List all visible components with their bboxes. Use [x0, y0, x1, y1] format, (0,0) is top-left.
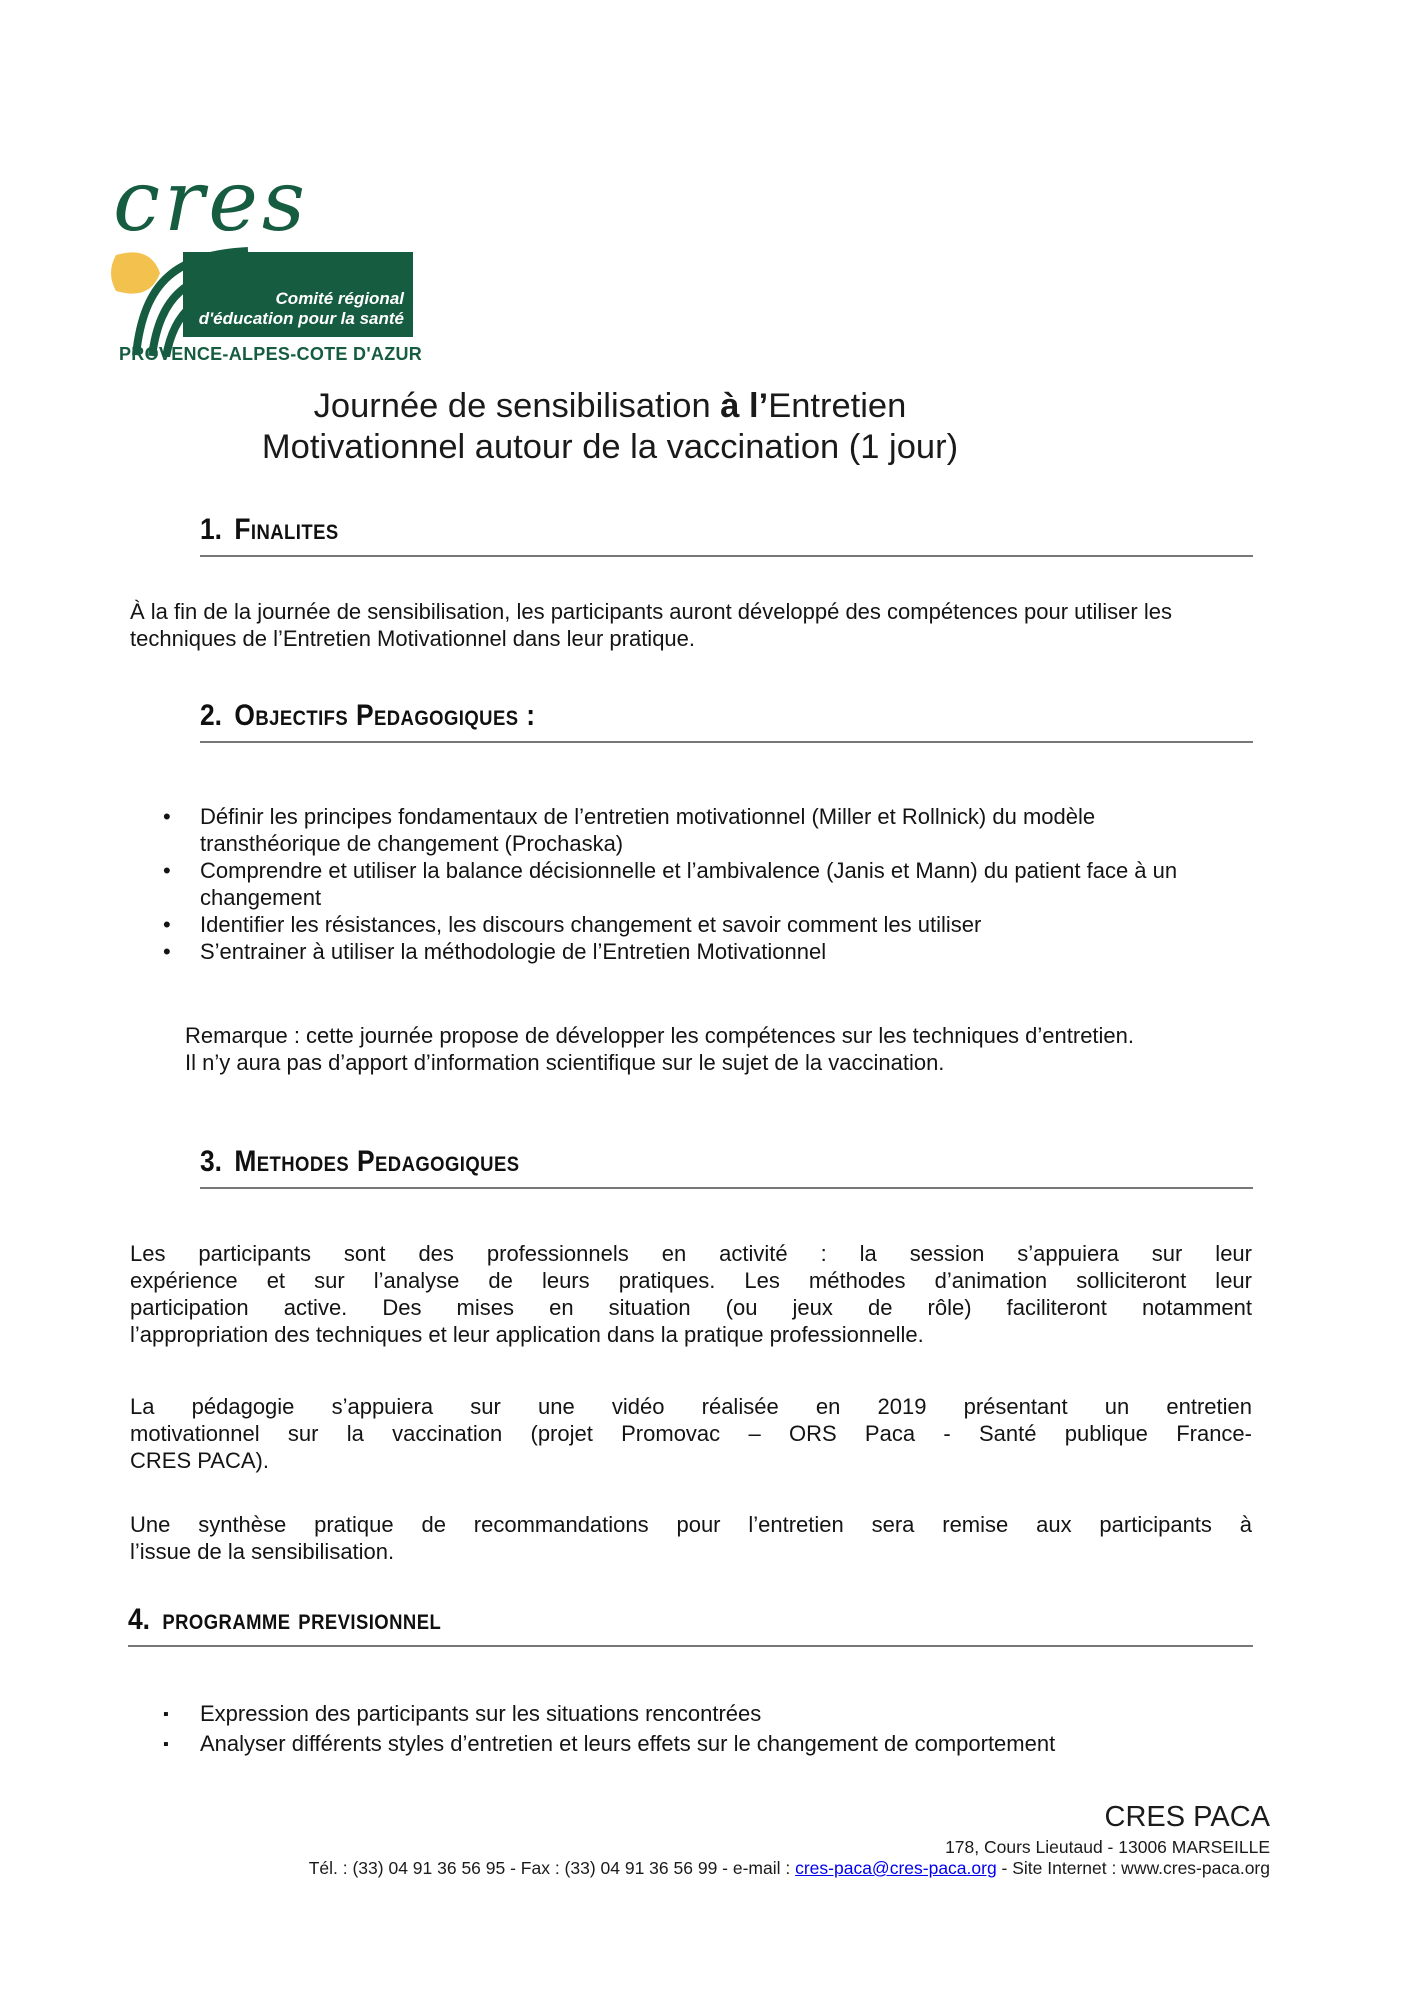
list-item-text: Expression des participants sur les situations rencontrées — [200, 1701, 762, 1726]
section-heading-objectifs — [200, 698, 1253, 743]
section-number: 2. — [200, 699, 223, 732]
square-bullet-icon — [163, 1700, 200, 1730]
title-part-regular: Journée de sensibilisation — [313, 387, 721, 425]
list-item-text: Définir les principes fondamentaux de l’entretien motivationnel (Miller et Rollnick) du modèle transthéorique de changement (Prochaska) — [200, 804, 1096, 856]
page-title — [180, 386, 1040, 468]
section-number: 3. — [200, 1145, 223, 1178]
list-item — [163, 1700, 1100, 1730]
footer-contact-suffix: - Site Internet : www.cres-paca.org — [996, 1858, 1270, 1878]
paragraph-line: expérience et sur l’analyse de leurs pratiques. Les méthodes d’animation solliciteront leur — [130, 1268, 1252, 1293]
title-part-bold: à l’ — [720, 387, 769, 425]
logo-region-label: PROVENCE-ALPES-COTE D'AZUR — [119, 344, 423, 364]
methodes-paragraph-1 — [130, 1240, 1252, 1348]
paragraph-line: l’issue de la sensibilisation. — [130, 1539, 395, 1564]
bullet-icon — [163, 911, 200, 938]
section-heading-methodes — [200, 1144, 1253, 1189]
section-label: programme previsionnel — [162, 1603, 442, 1636]
list-item — [163, 1730, 1100, 1760]
section-number: 1. — [200, 513, 223, 546]
list-item-text: Comprendre et utiliser la balance décisionnelle et l’ambivalence (Janis et Mann) du patient face à un changement — [200, 858, 1178, 910]
bullet-icon — [163, 857, 200, 911]
paragraph-line: Les participants sont des professionnels en activité : la session s’appuiera sur leur — [130, 1241, 1252, 1266]
list-item-text: Identifier les résistances, les discours changement et savoir comment les utiliser — [200, 912, 982, 937]
square-bullet-icon — [163, 1730, 200, 1760]
footer-contact-line — [130, 1858, 1270, 1879]
logo-box-line2: d'éducation pour la santé — [198, 309, 404, 328]
paragraph-line: La pédagogie s’appuiera sur une vidéo réalisée en 2019 présentant un entretien — [130, 1394, 1252, 1419]
list-item-text: Analyser différents styles d’entretien et leurs effets sur le changement de comportement — [200, 1731, 1056, 1756]
section-label: Objectifs Pedagogiques : — [234, 699, 536, 732]
title-part-end: Entretien — [768, 387, 907, 425]
page-footer — [130, 1800, 1270, 1879]
footer-email-link[interactable]: cres-paca@cres-paca.org — [795, 1858, 997, 1878]
paragraph-line: participation active. Des mises en situation (ou jeux de rôle) faciliteront notamment — [130, 1295, 1252, 1320]
footer-org-name: CRES PACA — [1104, 1801, 1270, 1833]
paragraph-line: l’appropriation des techniques et leur application dans la pratique professionnelle. — [130, 1322, 924, 1347]
objectifs-bullet-list — [163, 803, 1183, 965]
cres-logo — [95, 145, 435, 363]
bullet-icon — [163, 803, 200, 857]
list-item-text: S’entrainer à utiliser la méthodologie de l’Entretien Motivationnel — [200, 939, 827, 964]
methodes-paragraph-2 — [130, 1393, 1252, 1474]
finalites-paragraph: À la fin de la journée de sensibilisation, les participants auront développé des compétences pour utiliser les techniques de l’Entretien Motivationnel dans leur pratique. — [130, 599, 1172, 651]
logo-box-line1: Comité régional — [275, 289, 404, 308]
paragraph-line: CRES PACA). — [130, 1448, 269, 1473]
paragraph-line: Une synthèse pratique de recommandations pour l’entretien sera remise aux participants à — [130, 1512, 1252, 1537]
logo-green-box — [183, 252, 413, 337]
methodes-paragraph-3 — [130, 1511, 1252, 1565]
list-item — [163, 803, 1183, 857]
section-heading-finalites — [200, 512, 1253, 557]
title-line2: Motivationnel autour de la vaccination (1 jour) — [261, 428, 959, 466]
footer-address: 178, Cours Lieutaud - 13006 MARSEILLE — [945, 1837, 1270, 1857]
remark-paragraph: Remarque : cette journée propose de développer les compétences sur les techniques d’entretien. Il n’y aura pas d’apport d’information scientifique sur le sujet de la vaccination. — [185, 1023, 1135, 1075]
logo-wordmark: cres — [113, 152, 310, 250]
section-number: 4. — [128, 1603, 151, 1636]
list-item — [163, 938, 1183, 965]
list-item — [163, 857, 1183, 911]
list-item — [163, 911, 1183, 938]
paragraph-line: motivationnel sur la vaccination (projet Promovac – ORS Paca - Santé publique France- — [130, 1421, 1252, 1446]
programme-bullet-list — [163, 1700, 1100, 1760]
section-label: Finalites — [234, 513, 339, 546]
footer-contact-prefix: Tél. : (33) 04 91 36 56 95 - Fax : (33) 04 91 36 56 99 - e-mail : — [308, 1858, 796, 1878]
section-label: Methodes Pedagogiques — [234, 1145, 520, 1178]
bullet-icon — [163, 938, 200, 965]
section-heading-programme — [128, 1602, 1253, 1647]
